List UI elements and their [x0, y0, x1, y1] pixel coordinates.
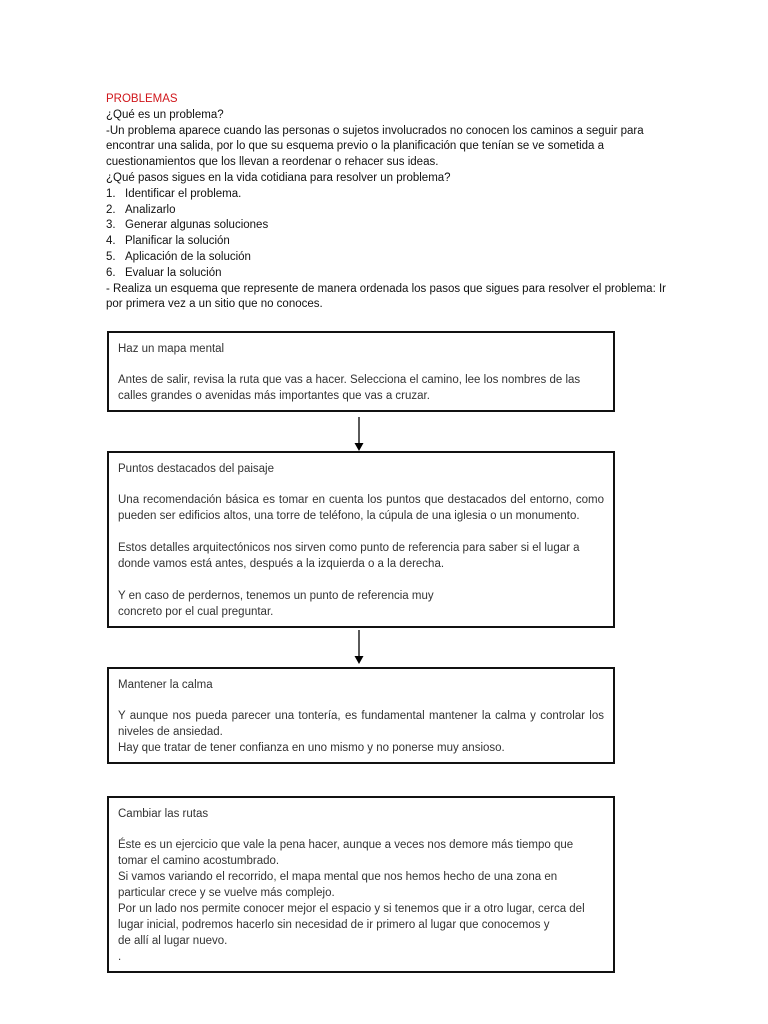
step-number: 1. [106, 187, 116, 200]
step-item [106, 203, 666, 219]
step-item [106, 218, 666, 234]
diagram-box-landmarks [107, 451, 615, 628]
box-title: Cambiar las rutas [118, 808, 209, 820]
step-text: Analizarlo [125, 203, 176, 216]
step-number: 5. [106, 250, 116, 263]
box-paragraph: Una recomendación básica es tomar en cuenta los puntos que destacados del entorno, como pueden ser edificios altos, una torre de teléfono, la cúpula de una iglesia o un monumento. [118, 494, 604, 522]
step-item [106, 187, 666, 203]
box-paragraph: Si vamos variando el recorrido, el mapa mental que nos hemos hecho de una zona en particular crece y se vuelve más complejo. [118, 871, 558, 899]
box-title: Puntos destacados del paisaje [118, 463, 274, 475]
task-instruction: - Realiza un esquema que represente de manera ordenada los pasos que sigues para resolver el problema: Ir por primera vez a un sitio que no conoces. [106, 282, 666, 311]
step-number: 6. [106, 266, 116, 279]
box-title: Mantener la calma [118, 679, 213, 691]
step-text: Evaluar la solución [125, 266, 222, 279]
intro-section [106, 92, 666, 313]
arrow-down-icon [352, 417, 366, 451]
step-number: 3. [106, 219, 116, 232]
diagram-box-stay-calm [107, 667, 615, 764]
box-paragraph: Y aunque nos pueda parecer una tontería, es fundamental mantener la calma y controlar los niveles de ansiedad. [118, 710, 604, 738]
box-paragraph: Y en caso de perdernos, tenemos un punto de referencia muy [118, 590, 434, 602]
step-text: Identificar el problema. [125, 187, 242, 200]
arrow-down-icon [352, 630, 366, 664]
step-item [106, 250, 666, 266]
question-steps: ¿Qué pasos sigues en la vida cotidiana para resolver un problema? [106, 171, 451, 184]
box-paragraph: Por un lado nos permite conocer mejor el espacio y si tenemos que ir a otro lugar, cerca del lugar inicial, podremos hacerlo sin necesidad de ir primero al lugar que conocemos y [118, 903, 585, 931]
steps-list [106, 187, 666, 282]
box-paragraph: Antes de salir, revisa la ruta que vas a hacer. Selecciona el camino, lee los nombres de las calles grandes o avenidas más importantes que vas a cruzar. [118, 374, 581, 402]
step-item [106, 266, 666, 282]
section-heading: PROBLEMAS [106, 93, 178, 105]
step-text: Planificar la solución [125, 235, 230, 248]
box-paragraph: Éste es un ejercicio que vale la pena hacer, aunque a veces nos demore más tiempo que tomar el camino acostumbrado. [118, 839, 574, 867]
box-title: Haz un mapa mental [118, 343, 225, 355]
step-item [106, 234, 666, 250]
diagram-box-mental-map [107, 331, 615, 412]
step-number: 2. [106, 203, 116, 216]
box-paragraph: de allí al lugar nuevo. [118, 935, 228, 947]
problem-definition: -Un problema aparece cuando las personas o sujetos involucrados no conocen los caminos a seguir para encontrar una salida, por lo que su esquema previo o la planificación que tenían se ve sometida a cuestionamientos que los llevan a reordenar o rehacer sus ideas. [106, 124, 644, 169]
box-paragraph: Hay que tratar de tener confianza en uno mismo y no ponerse muy ansioso. [118, 742, 505, 754]
step-text: Aplicación de la solución [125, 250, 251, 263]
question-what-is-problem: ¿Qué es un problema? [106, 108, 224, 121]
step-number: 4. [106, 235, 116, 248]
box-paragraph: concreto por el cual preguntar. [118, 606, 274, 618]
box-paragraph: . [118, 951, 122, 963]
step-text: Generar algunas soluciones [125, 219, 269, 232]
box-paragraph: Estos detalles arquitectónicos nos sirven como punto de referencia para saber si el lugar a donde vamos está antes, después a la izquierda o a la derecha. [118, 542, 580, 570]
diagram-box-change-routes [107, 796, 615, 973]
